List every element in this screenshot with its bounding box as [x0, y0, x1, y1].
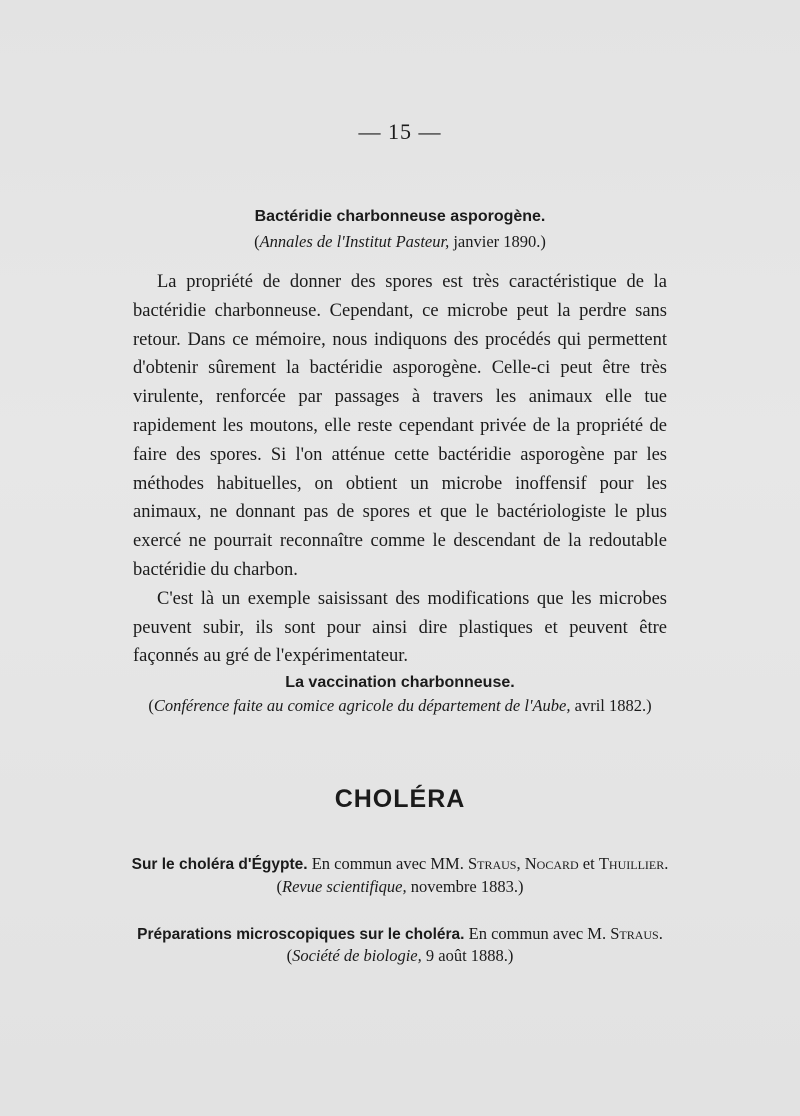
coauthor-thuillier: Thuillier. [598, 854, 669, 873]
entry-preparations-title [0, 924, 800, 944]
source-conference: Conférence faite au comice agricole du département de l'Aube, [153, 696, 571, 715]
coauthors-prefix: En commun avec M. [468, 924, 607, 943]
entry-cholera-egypte-title: Sur le choléra d'Égypte. En commun avec MM. Straus, Nocard et Thuillier. [131, 854, 669, 873]
paragraph-spores: La propriété de donner des spores est très caractéristique de la bactéridie charbonneuse. Cependant, ce microbe peut la perdre sans retour. Dans ce mémoire, nous indiquons des procédés qui permettent d'obtenir sûrement la bactéridie asporogène. Celle-ci peut être très virulente, renforcée par passages à travers les animaux elle tue rapidement les moutons, elle reste cependant privée de la propriété de faire des spores. Si l'on atténue cette bactéridie asporogène par les méthodes habituelles, on obtient un microbe inoffensif pour les animaux, ne donnant pas de spores et que le bactériologiste le plus exercé ne pourrait reconnaître comme le descendant de la redoutable bactéridie du charbon. [133, 272, 667, 580]
source-date: 9 août 1888. [425, 946, 508, 965]
heading-cholera: CHOLÉRA [334, 785, 466, 813]
section-source-bacteridie: (Annales de l'Institut Pasteur, janvier 1890.) [254, 232, 546, 251]
source-journal: Revue scientifique, [282, 877, 407, 896]
paragraph-plasticity: C'est là un exemple saisissant des modifications que les microbes peuvent subir, ils sont pour ainsi dire plastiques et peuvent être façonnés au gré de l'expérimentateur. [133, 588, 667, 667]
source-date: novembre 1883. [410, 877, 518, 896]
entry-title: Préparations microscopiques sur le choléra. [137, 926, 465, 943]
entry-title: Sur le choléra d'Égypte. [131, 856, 308, 873]
source-journal: Société de biologie, [292, 946, 422, 965]
body-paragraphs [133, 268, 667, 671]
source-date: avril 1882. [574, 696, 647, 715]
page-number: — 15 — [358, 119, 442, 144]
section-title-bacteridie: Bactéridie charbonneuse asporogène. [254, 208, 546, 225]
entry-cholera-egypte-source: (Revue scientifique, novembre 1883.) [276, 877, 524, 896]
coauthors-prefix: En commun avec MM. [311, 854, 464, 873]
coauthor-nocard: Nocard [524, 854, 579, 873]
source-journal: Annales de l'Institut Pasteur, [259, 232, 450, 251]
conjunction: et [582, 854, 595, 873]
coauthor-straus: Straus [467, 854, 517, 873]
section-title-vaccination: La vaccination charbonneuse. [285, 674, 515, 691]
coauthor-straus: Straus. [610, 924, 663, 943]
source-date: janvier 1890. [453, 232, 541, 251]
section-source-vaccination: (Conférence faite au comice agricole du département de l'Aube, avril 1882.) [148, 696, 652, 715]
entry-preparations-source: (Société de biologie, 9 août 1888.) [286, 946, 514, 965]
